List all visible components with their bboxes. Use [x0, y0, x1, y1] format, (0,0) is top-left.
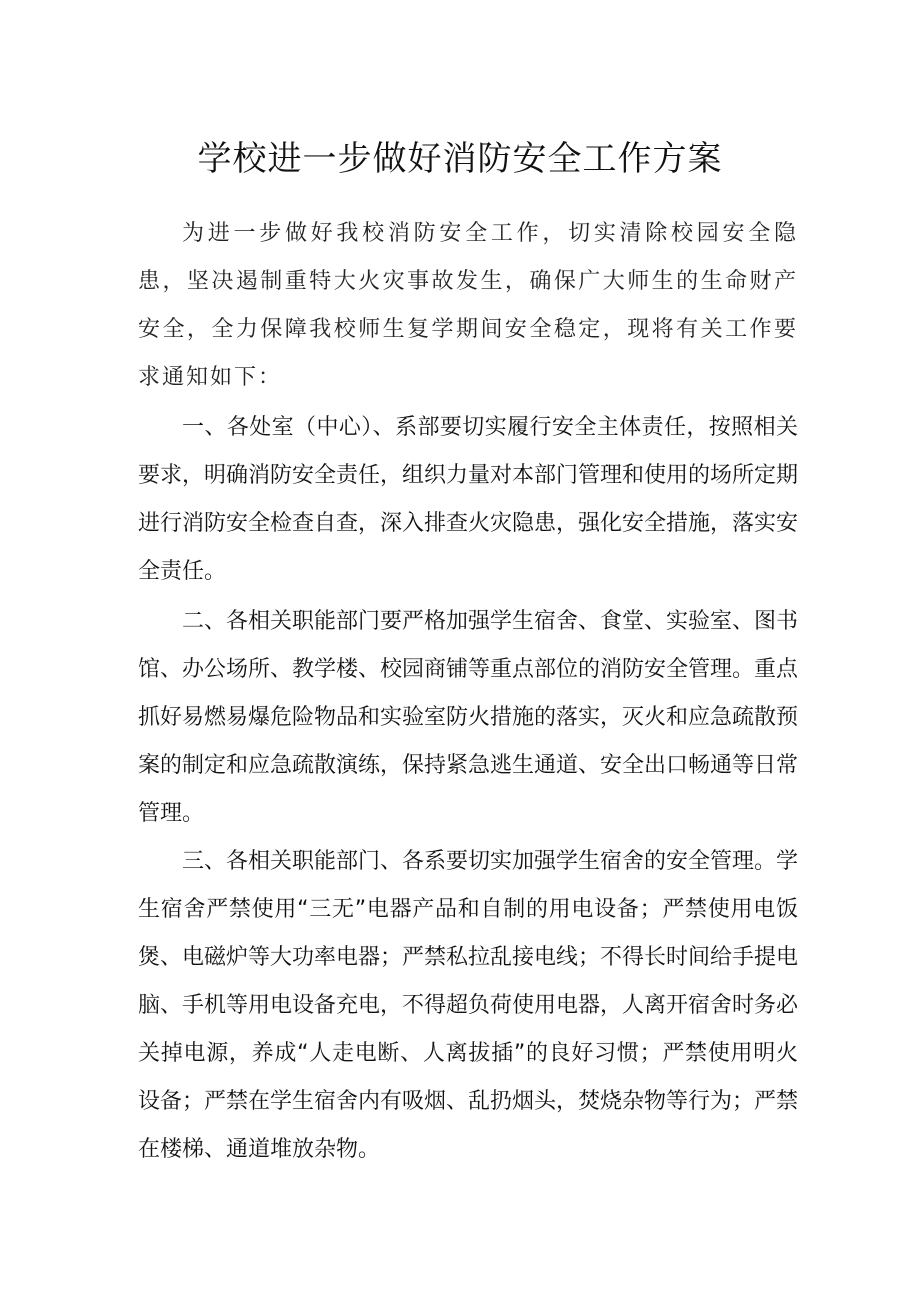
intro-paragraph: 为进一步做好我校消防安全工作，切实清除校园安全隐患，坚决遏制重特大火灾事故发生，确保广大师生的生命财产安全，全力保障我校师生复学期间安全稳定，现将有关工作要求通知如下：: [138, 221, 798, 390]
section-2-paragraph: 二、各相关职能部门要严格加强学生宿舍、食堂、实验室、图书馆、办公场所、教学楼、校园商铺等重点部位的消防安全管理。重点抓好易燃易爆危险物品和实验室防火措施的落实，灭火和应急疏散预案的制定和应急疏散演练，保持紧急逃生通道、安全出口畅通等日常管理。: [138, 609, 799, 826]
document-title: 学校进一步做好消防安全工作方案: [197, 139, 723, 179]
section-3-paragraph: 三、各相关职能部门、各系要切实加强学生宿舍的安全管理。学生宿舍严禁使用“三无”电器产品和自制的用电设备；严禁使用电饭煲、电磁炉等大功率电器；严禁私拉乱接电线；不得长时间给手提电脑、手机等用电设备充电，不得超负荷使用电器，人离开宿舍时务必关掉电源，养成“人走电断、人离拔插”的良好习惯；严禁使用明火设备；严禁在学生宿舍内有吸烟、乱扔烟头，焚烧杂物等行为；严禁在楼梯、通道堆放杂物。: [138, 849, 799, 1162]
section-1-paragraph: 一、各处室（中心）、系部要切实履行安全主体责任，按照相关要求，明确消防安全责任，组织力量对本部门管理和使用的场所定期进行消防安全检查自查，深入排查火灾隐患，强化安全措施，落实安全责任。: [138, 415, 799, 584]
